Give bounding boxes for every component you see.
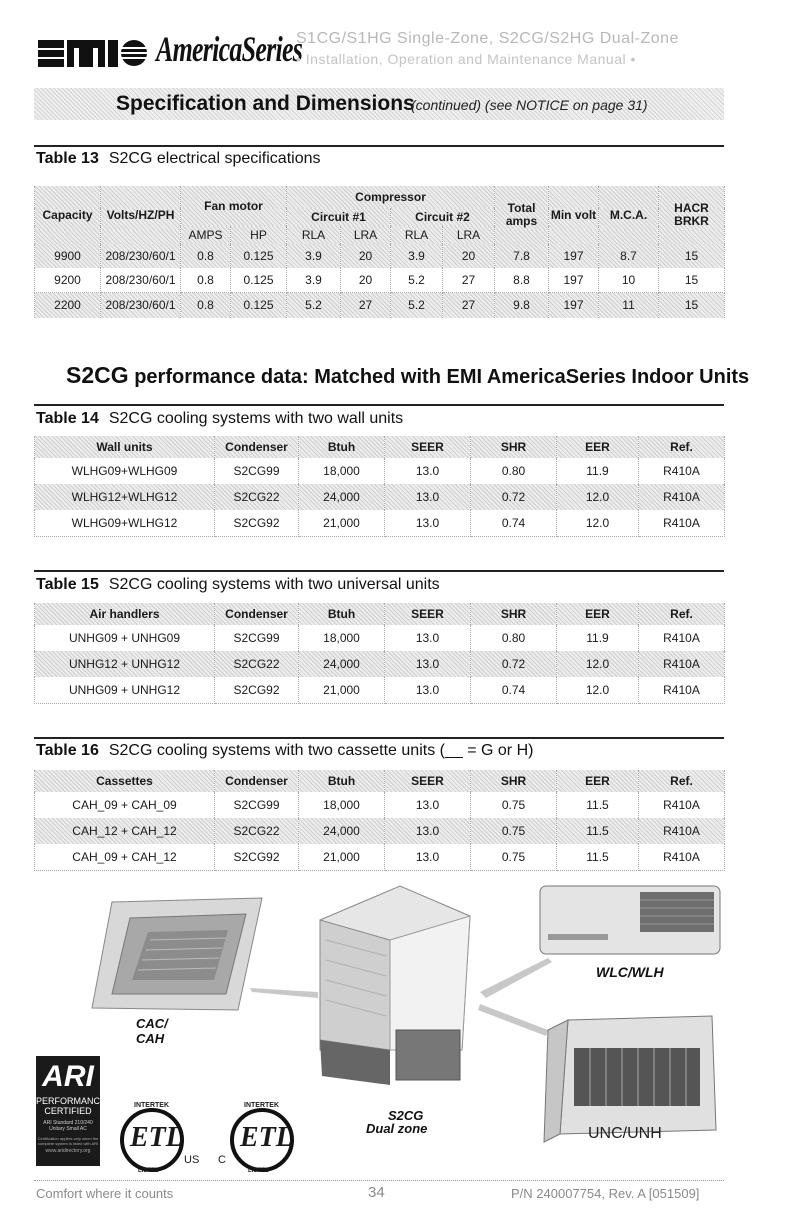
cell: WLHG09+WLHG09: [35, 458, 215, 484]
th-circuit2: Circuit #2: [391, 208, 495, 226]
cell: 21,000: [299, 677, 385, 703]
cell: 12.0: [557, 651, 639, 677]
cell: 13.0: [385, 651, 471, 677]
cell: S2CG92: [215, 510, 299, 536]
ari-certified-badge: [36, 1056, 107, 1166]
th-circuit1: Circuit #1: [287, 208, 391, 226]
etl-us-listed-badge: [112, 1096, 202, 1176]
cell: S2CG92: [215, 844, 299, 870]
cell: R410A: [639, 651, 725, 677]
table13-title: S2CG electrical specifications: [108, 150, 321, 167]
cell: 197: [549, 244, 599, 268]
th-eer: EER: [557, 603, 639, 625]
cell: 10: [599, 268, 659, 292]
cell: 7.8: [495, 244, 549, 268]
cell: 8.7: [599, 244, 659, 268]
cell: 12.0: [557, 677, 639, 703]
america-series-logo: AmericaSeries: [156, 29, 303, 69]
table16-rule: [34, 737, 724, 739]
cell: 15: [659, 244, 725, 268]
table13-rule: [34, 145, 724, 147]
header-subtitle: • Installation, Operation and Maintenance Manual •: [296, 51, 636, 67]
cell: 15: [659, 292, 725, 318]
cell: R410A: [639, 677, 725, 703]
cell: 24,000: [299, 651, 385, 677]
th-mca: M.C.A.: [599, 186, 659, 244]
cell: 0.8: [181, 244, 231, 268]
cell: 13.0: [385, 458, 471, 484]
cell: 11.5: [557, 818, 639, 844]
cell: R410A: [639, 484, 725, 510]
table13: [34, 186, 725, 318]
th-seer: SEER: [385, 770, 471, 792]
cell: R410A: [639, 625, 725, 651]
cell: UNHG09 + UNHG12: [35, 677, 215, 703]
table13-label: Table 13: [36, 150, 99, 167]
th-volts: Volts/HZ/PH: [101, 186, 181, 244]
cell: 21,000: [299, 844, 385, 870]
etl-c-country: C: [218, 1154, 226, 1166]
cell: CAH_09 + CAH_09: [35, 792, 215, 818]
cell: 208/230/60/1: [101, 292, 181, 318]
table15-title: S2CG cooling systems with two universal units: [108, 576, 440, 593]
cell: 27: [443, 292, 495, 318]
table-row: [35, 651, 725, 677]
cell: 5.2: [391, 268, 443, 292]
table-row: [35, 792, 725, 818]
cell: 24,000: [299, 484, 385, 510]
th-btuh: Btuh: [299, 603, 385, 625]
cassette-unit-image: [92, 898, 262, 1010]
table-row: [35, 484, 725, 510]
cell: 13.0: [385, 844, 471, 870]
cell: 13.0: [385, 625, 471, 651]
table-row: [35, 268, 725, 292]
etl-c-listed-badge: [212, 1096, 302, 1176]
table-row: [35, 844, 725, 870]
table16-caption: [36, 742, 533, 760]
cell: WLHG09+WLHG12: [35, 510, 215, 536]
cell: UNHG09 + UNHG09: [35, 625, 215, 651]
table13-caption: [36, 150, 320, 168]
cell: 197: [549, 292, 599, 318]
wall-unit-image: [540, 886, 720, 954]
th-ref: Ref.: [639, 603, 725, 625]
th-btuh: Btuh: [299, 436, 385, 458]
condenser-unit-image: [320, 886, 470, 1085]
th-hp: HP: [231, 226, 287, 244]
th-condenser: Condenser: [215, 436, 299, 458]
th-condenser: Condenser: [215, 770, 299, 792]
cell: 0.125: [231, 292, 287, 318]
condenser-caption-line2: Dual zone: [366, 1121, 428, 1136]
cell: 12.0: [557, 484, 639, 510]
cell: R410A: [639, 510, 725, 536]
th-seer: SEER: [385, 603, 471, 625]
table-row: [35, 292, 725, 318]
cell: UNHG12 + UNHG12: [35, 651, 215, 677]
cell: CAH_09 + CAH_12: [35, 844, 215, 870]
cell: 11.9: [557, 458, 639, 484]
th-min-volt: Min volt: [549, 186, 599, 244]
etl-c-top-text: INTERTEK: [244, 1102, 279, 1109]
table-row: [35, 625, 725, 651]
etl-c-mark: ETL: [240, 1122, 293, 1153]
cell: 0.72: [471, 484, 557, 510]
table15: [34, 603, 725, 704]
cell: 0.75: [471, 818, 557, 844]
cell: 3.9: [391, 244, 443, 268]
cell: 208/230/60/1: [101, 244, 181, 268]
ari-certified: CERTIFIED: [44, 1106, 92, 1116]
cell: 0.75: [471, 792, 557, 818]
cell: S2CG22: [215, 484, 299, 510]
th-fan-motor: Fan motor: [181, 186, 287, 226]
part-number: P/N 240007754, Rev. A [051509]: [511, 1186, 700, 1201]
cell: 0.125: [231, 268, 287, 292]
performance-title: [66, 362, 749, 389]
cell: 20: [443, 244, 495, 268]
emi-logo: [38, 38, 148, 68]
th-ref: Ref.: [639, 436, 725, 458]
table-row: [35, 818, 725, 844]
th-lra1: LRA: [341, 226, 391, 244]
cell: 13.0: [385, 677, 471, 703]
table16-title: S2CG cooling systems with two cassette units (__ = G or H): [108, 742, 534, 759]
cell: 13.0: [385, 484, 471, 510]
cell: S2CG92: [215, 677, 299, 703]
th-ref: Ref.: [639, 770, 725, 792]
cell: 0.72: [471, 651, 557, 677]
cell: 18,000: [299, 792, 385, 818]
th-capacity: Capacity: [35, 186, 101, 244]
th-rla1: RLA: [287, 226, 341, 244]
cell: 21,000: [299, 510, 385, 536]
ari-logo-text: ARI: [42, 1060, 94, 1093]
th-compressor: Compressor: [287, 186, 495, 208]
cell: 11: [599, 292, 659, 318]
cell: 8.8: [495, 268, 549, 292]
th-seer: SEER: [385, 436, 471, 458]
table16-label: Table 16: [36, 742, 99, 759]
ari-performance: PERFORMANCE: [36, 1096, 107, 1106]
ari-category: Unitary Small AC: [49, 1126, 87, 1132]
cell: 20: [341, 268, 391, 292]
cassette-caption-line2: CAH: [136, 1031, 165, 1046]
cell: 27: [341, 292, 391, 318]
th-amps: AMPS: [181, 226, 231, 244]
cell: 0.74: [471, 677, 557, 703]
th-cassettes: Cassettes: [35, 770, 215, 792]
performance-title-prefix: S2CG: [66, 362, 129, 388]
table15-caption: [36, 576, 440, 594]
th-shr: SHR: [471, 770, 557, 792]
table-row: [35, 244, 725, 268]
cell: 5.2: [391, 292, 443, 318]
cell: 24,000: [299, 818, 385, 844]
ari-standard: ARI Standard 210/240: [43, 1120, 93, 1126]
cell: 9200: [35, 268, 101, 292]
th-shr: SHR: [471, 436, 557, 458]
table16: [34, 770, 725, 871]
etl-us-bottom-text: LISTED: [138, 1168, 160, 1174]
cell: 0.8: [181, 268, 231, 292]
etl-c-bottom-text: LISTED: [248, 1168, 270, 1174]
universal-unit-caption: UNC/UNH: [588, 1125, 662, 1142]
cell: 13.0: [385, 818, 471, 844]
etl-us-mark: ETL: [130, 1122, 183, 1153]
wall-unit-caption: WLC/WLH: [596, 964, 664, 980]
header-title: S1CG/S1HG Single-Zone, S2CG/S2HG Dual-Zone: [296, 30, 679, 47]
cell: R410A: [639, 818, 725, 844]
table14-label: Table 14: [36, 410, 99, 427]
cell: R410A: [639, 844, 725, 870]
cell: 18,000: [299, 458, 385, 484]
cell: 2200: [35, 292, 101, 318]
table-row: [35, 510, 725, 536]
th-total-amps: Total amps: [495, 186, 549, 244]
section-note: (continued) (see NOTICE on page 31): [411, 97, 648, 113]
arrow-lower-right-icon: [478, 1004, 548, 1036]
etl-us-country: US: [184, 1154, 200, 1166]
cell: 13.0: [385, 510, 471, 536]
cell: R410A: [639, 792, 725, 818]
cell: S2CG22: [215, 818, 299, 844]
table14-caption: [36, 410, 403, 428]
cell: 0.125: [231, 244, 287, 268]
cassette-caption-line1: CAC/: [136, 1016, 168, 1031]
cell: 208/230/60/1: [101, 268, 181, 292]
cell: 0.80: [471, 458, 557, 484]
footer-divider: [34, 1180, 724, 1181]
th-lra2: LRA: [443, 226, 495, 244]
th-eer: EER: [557, 770, 639, 792]
cell: CAH_12 + CAH_12: [35, 818, 215, 844]
cell: 11.9: [557, 625, 639, 651]
page-number: 34: [368, 1184, 385, 1201]
cell: S2CG99: [215, 625, 299, 651]
section-title: Specification and Dimensions: [116, 92, 415, 115]
cell: 18,000: [299, 625, 385, 651]
cell: 3.9: [287, 244, 341, 268]
universal-unit-image: [544, 1016, 716, 1142]
table15-label: Table 15: [36, 576, 99, 593]
cell: 9900: [35, 244, 101, 268]
cell: S2CG99: [215, 792, 299, 818]
table15-rule: [34, 570, 724, 572]
footer-tagline: Comfort where it counts: [36, 1186, 174, 1201]
cell: WLHG12+WLHG12: [35, 484, 215, 510]
cell: 13.0: [385, 792, 471, 818]
cell: 11.5: [557, 844, 639, 870]
table14-title: S2CG cooling systems with two wall units: [108, 410, 404, 427]
th-btuh: Btuh: [299, 770, 385, 792]
cell: 197: [549, 268, 599, 292]
ari-note-1: Certification applies only when the: [37, 1136, 99, 1141]
cell: 15: [659, 268, 725, 292]
cell: 27: [443, 268, 495, 292]
cell: 0.75: [471, 844, 557, 870]
condenser-caption-line1: S2CG: [388, 1108, 424, 1123]
cell: 5.2: [287, 292, 341, 318]
cell: 9.8: [495, 292, 549, 318]
cell: 0.80: [471, 625, 557, 651]
performance-title-text: performance data: Matched with EMI AmericaSeries Indoor Units: [134, 366, 750, 388]
cell: S2CG99: [215, 458, 299, 484]
cell: 0.74: [471, 510, 557, 536]
th-hacr: HACR BRKR: [659, 186, 725, 244]
th-rla2: RLA: [391, 226, 443, 244]
cell: 0.8: [181, 292, 231, 318]
ari-website: www.aridirectory.org: [45, 1148, 91, 1154]
arrow-left-icon: [250, 988, 318, 998]
table14: [34, 436, 725, 537]
cell: 3.9: [287, 268, 341, 292]
th-wall-units: Wall units: [35, 436, 215, 458]
table14-rule: [34, 404, 724, 406]
cell: 12.0: [557, 510, 639, 536]
cell: 11.5: [557, 792, 639, 818]
ari-note-2: complete system is listed with ARI: [37, 1141, 99, 1146]
cell: S2CG22: [215, 651, 299, 677]
cell: R410A: [639, 458, 725, 484]
arrow-upper-right-icon: [480, 958, 552, 998]
table-row: [35, 677, 725, 703]
th-air-handlers: Air handlers: [35, 603, 215, 625]
etl-us-top-text: INTERTEK: [134, 1102, 169, 1109]
cell: 20: [341, 244, 391, 268]
th-condenser: Condenser: [215, 603, 299, 625]
th-eer: EER: [557, 436, 639, 458]
table-row: [35, 458, 725, 484]
th-shr: SHR: [471, 603, 557, 625]
